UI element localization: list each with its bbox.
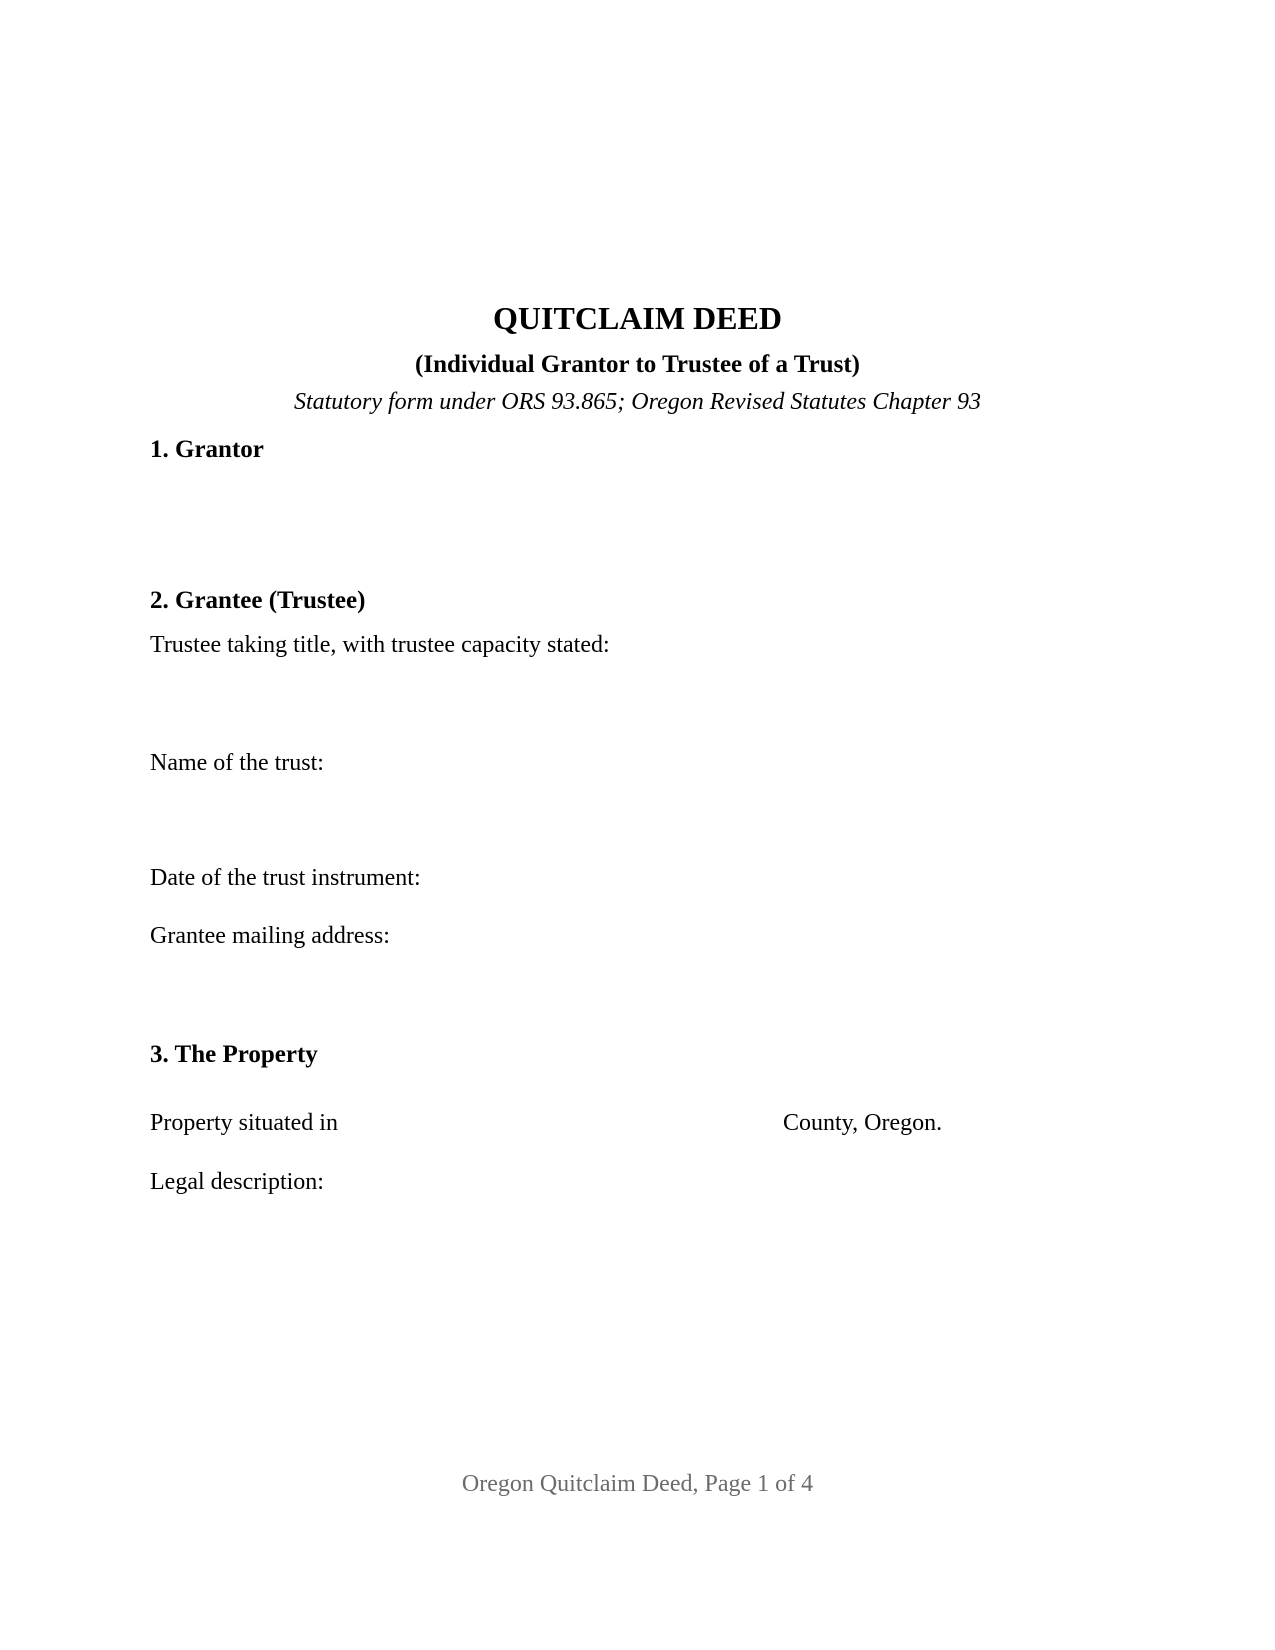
- page-footer: Oregon Quitclaim Deed, Page 1 of 4: [461, 1471, 814, 1497]
- mailing-address-label: Grantee mailing address:: [150, 923, 390, 949]
- property-county-label: Property situated in: [150, 1110, 338, 1136]
- section-heading-grantee: 2. Grantee (Trustee): [150, 587, 366, 614]
- section-heading-grantor: 1. Grantor: [150, 436, 264, 463]
- trustee-label: Trustee taking title, with trustee capacity stated:: [150, 632, 610, 658]
- trust-name-label: Name of the trust:: [150, 750, 324, 776]
- document-title: QUITCLAIM DEED: [493, 300, 782, 336]
- county-oregon-suffix: County, Oregon.: [783, 1110, 943, 1136]
- statute-reference: Statutory form under ORS 93.865; Oregon Revised Statutes Chapter 93: [293, 389, 982, 415]
- legal-description-label: Legal description:: [150, 1169, 324, 1195]
- section-heading-property: 3. The Property: [150, 1041, 318, 1068]
- trust-date-label: Date of the trust instrument:: [150, 865, 421, 891]
- document-subtitle: (Individual Grantor to Trustee of a Trust): [415, 351, 860, 378]
